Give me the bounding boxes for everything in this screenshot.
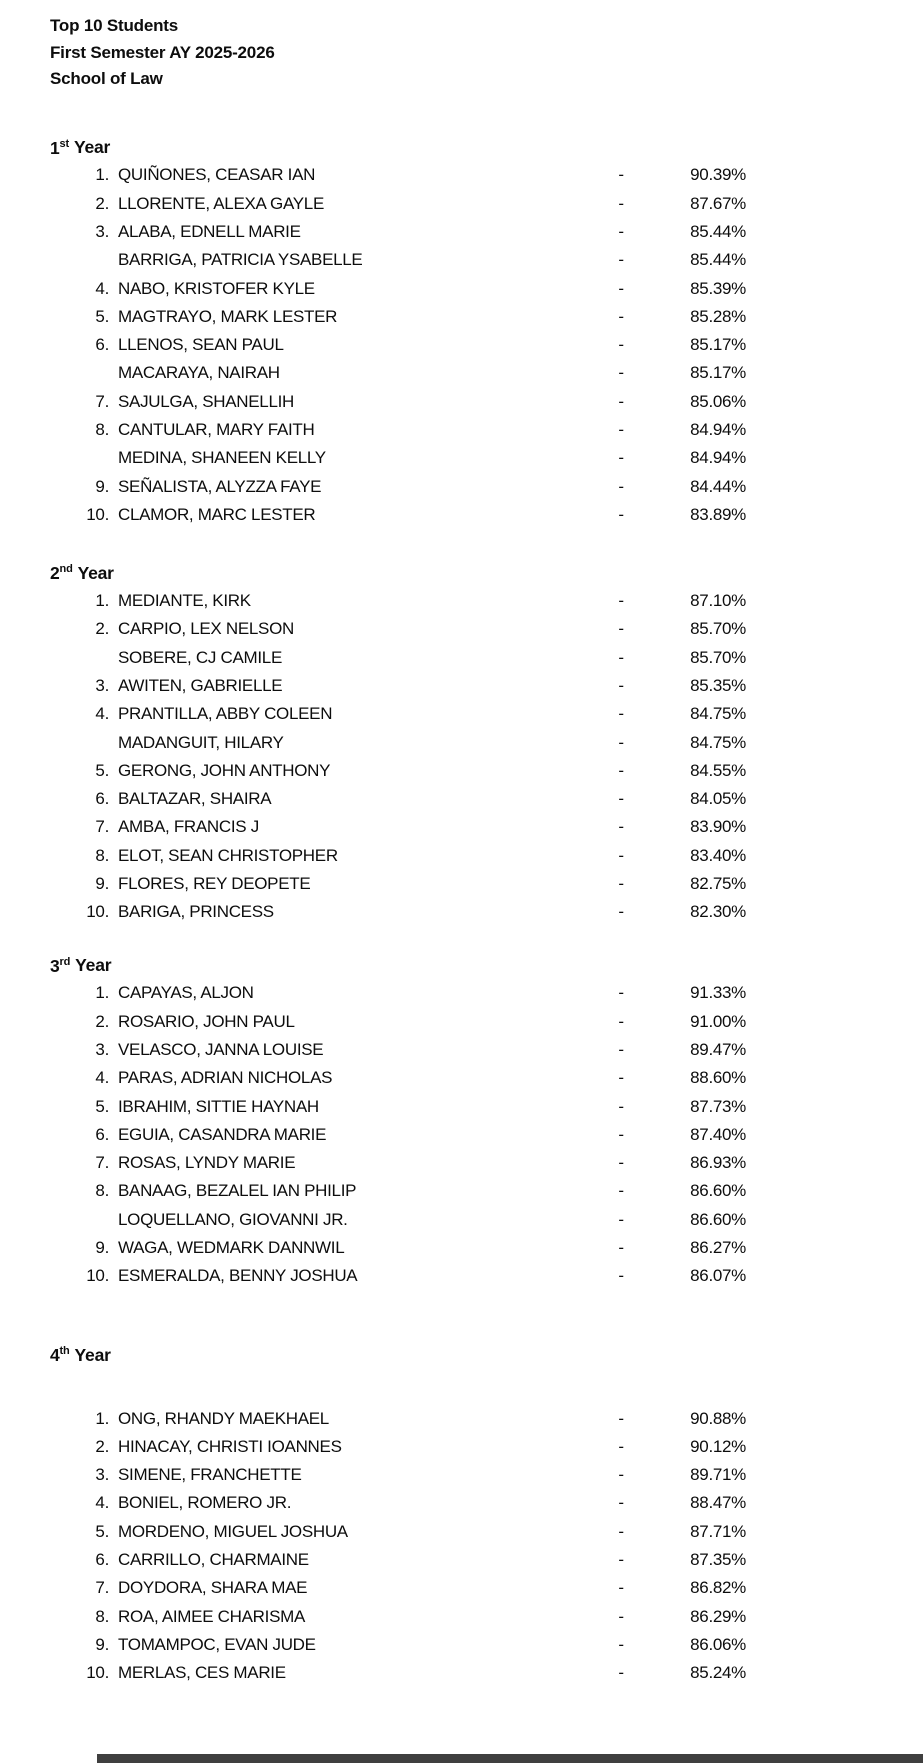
- document-header: [50, 13, 923, 93]
- rank-number: 5.: [95, 306, 109, 326]
- student-name: NABO, KRISTOFER KYLE: [118, 278, 315, 298]
- page-subtitle: First Semester AY 2025-2026: [50, 42, 275, 62]
- separator-dash: -: [618, 1521, 624, 1541]
- grade-value: 85.39%: [690, 278, 746, 298]
- grade-value: 87.10%: [690, 591, 746, 611]
- separator-dash: -: [618, 902, 624, 922]
- grade-value: 85.17%: [690, 335, 746, 355]
- separator-dash: -: [618, 1578, 624, 1598]
- separator-dash: -: [618, 448, 624, 468]
- student-name: MORDENO, MIGUEL JOSHUA: [118, 1521, 348, 1541]
- student-name: MEDIANTE, KIRK: [118, 591, 251, 611]
- student-row: [50, 275, 746, 303]
- year-number: 2: [50, 563, 60, 584]
- rank-number: 8.: [95, 420, 109, 439]
- separator-dash: -: [618, 1663, 624, 1683]
- separator-dash: -: [618, 983, 624, 1003]
- student-row: [50, 1631, 746, 1659]
- separator-dash: -: [618, 1040, 624, 1059]
- student-name: BARIGA, PRINCESS: [118, 902, 274, 922]
- student-row: [50, 1518, 746, 1546]
- rank-number: 3.: [95, 1465, 109, 1485]
- year-section: [50, 555, 923, 926]
- separator-dash: -: [618, 817, 624, 837]
- student-row: [50, 1093, 746, 1121]
- rank-number: 3.: [95, 675, 109, 695]
- rank-number: 4.: [95, 704, 109, 724]
- student-row: [50, 1036, 746, 1064]
- student-name: FLORES, REY DEOPETE: [118, 873, 311, 893]
- separator-dash: -: [618, 732, 624, 752]
- student-row: [50, 1121, 746, 1149]
- student-row: [50, 416, 746, 444]
- page-title: Top 10 Students: [50, 16, 178, 35]
- separator-dash: -: [618, 363, 624, 383]
- student-row: [50, 388, 746, 416]
- year-section: [50, 130, 923, 530]
- grade-value: 89.71%: [690, 1465, 746, 1485]
- separator-dash: -: [618, 704, 624, 724]
- student-name: LOQUELLANO, GIOVANNI JR.: [118, 1209, 348, 1229]
- student-name: AWITEN, GABRIELLE: [118, 675, 283, 695]
- separator-dash: -: [618, 250, 624, 270]
- rank-number: 9.: [95, 873, 109, 893]
- student-name: CLAMOR, MARC LESTER: [118, 504, 316, 524]
- student-name: SEÑALISTA, ALYZZA FAYE: [118, 476, 322, 496]
- grade-value: 84.75%: [690, 704, 746, 724]
- grade-value: 86.29%: [690, 1606, 746, 1626]
- grade-value: 90.88%: [690, 1408, 746, 1428]
- rank-number: 6.: [95, 1549, 109, 1569]
- student-name: GERONG, JOHN ANTHONY: [118, 760, 331, 780]
- grade-value: 82.75%: [690, 873, 746, 893]
- rank-number: 1.: [95, 165, 109, 185]
- student-row: [50, 303, 746, 331]
- rank-number: 8.: [95, 1606, 109, 1626]
- student-name: CANTULAR, MARY FAITH: [118, 420, 315, 439]
- grade-value: 84.05%: [690, 789, 746, 809]
- student-row: [50, 1177, 746, 1205]
- student-row: [50, 785, 746, 813]
- student-row: [50, 979, 746, 1007]
- grade-value: 86.06%: [690, 1634, 746, 1654]
- separator-dash: -: [618, 845, 624, 865]
- rank-number: 10.: [86, 1663, 109, 1683]
- year-word: Year: [73, 137, 111, 158]
- year-section-title: [50, 555, 923, 587]
- student-row: [50, 615, 746, 643]
- separator-dash: -: [618, 1634, 624, 1654]
- rank-number: 6.: [95, 789, 109, 809]
- student-row: [50, 473, 746, 501]
- year-section: [50, 1337, 923, 1688]
- student-name: TOMAMPOC, EVAN JUDE: [118, 1634, 316, 1654]
- grade-value: 84.94%: [690, 448, 746, 468]
- grade-value: 84.75%: [690, 732, 746, 752]
- separator-dash: -: [618, 193, 624, 213]
- student-row: [50, 1234, 746, 1262]
- rank-number: 10.: [86, 1266, 109, 1286]
- student-name: MEDINA, SHANEEN KELLY: [118, 448, 326, 468]
- student-row: [50, 1008, 746, 1036]
- student-name: MERLAS, CES MARIE: [118, 1663, 286, 1683]
- grade-value: 86.60%: [690, 1181, 746, 1201]
- bottom-dark-strip: [97, 1754, 923, 1763]
- grade-value: 85.44%: [690, 221, 746, 241]
- student-name: BONIEL, ROMERO JR.: [118, 1493, 292, 1513]
- student-name: SAJULGA, SHANELLIH: [118, 391, 294, 411]
- student-name: MAGTRAYO, MARK LESTER: [118, 306, 338, 326]
- grade-value: 85.35%: [690, 675, 746, 695]
- student-name: ELOT, SEAN CHRISTOPHER: [118, 845, 338, 865]
- rank-number: 7.: [95, 1153, 109, 1173]
- student-row: [50, 1574, 746, 1602]
- student-row: [50, 813, 746, 841]
- student-row: [50, 1064, 746, 1092]
- grade-value: 87.73%: [690, 1096, 746, 1116]
- rank-number: 7.: [95, 391, 109, 411]
- grade-value: 85.24%: [690, 1663, 746, 1683]
- grade-value: 88.47%: [690, 1493, 746, 1513]
- rank-number: 9.: [95, 476, 109, 496]
- student-name: ESMERALDA, BENNY JOSHUA: [118, 1266, 358, 1286]
- student-name: QUIÑONES, CEASAR IAN: [118, 165, 316, 185]
- separator-dash: -: [618, 1549, 624, 1569]
- student-name: WAGA, WEDMARK DANNWIL: [118, 1238, 345, 1258]
- separator-dash: -: [618, 619, 624, 639]
- rank-number: 10.: [86, 902, 109, 922]
- separator-dash: -: [618, 1011, 624, 1031]
- separator-dash: -: [618, 789, 624, 809]
- separator-dash: -: [618, 1266, 624, 1286]
- separator-dash: -: [618, 1465, 624, 1485]
- student-name: ALABA, EDNELL MARIE: [118, 221, 301, 241]
- grade-value: 90.39%: [690, 165, 746, 185]
- student-name: PARAS, ADRIAN NICHOLAS: [118, 1068, 333, 1088]
- separator-dash: -: [618, 1181, 624, 1201]
- separator-dash: -: [618, 1209, 624, 1229]
- year-number: 4: [50, 1344, 60, 1365]
- year-word: Year: [74, 1344, 111, 1365]
- rank-number: 1.: [95, 1408, 109, 1428]
- student-row: [50, 1405, 746, 1433]
- rank-number: 3.: [95, 1040, 109, 1059]
- separator-dash: -: [618, 591, 624, 611]
- separator-dash: -: [618, 873, 624, 893]
- grade-value: 87.71%: [690, 1521, 746, 1541]
- student-row: [50, 444, 746, 472]
- grade-value: 86.93%: [690, 1153, 746, 1173]
- separator-dash: -: [618, 1408, 624, 1428]
- student-name: PRANTILLA, ABBY COLEEN: [118, 704, 333, 724]
- grade-value: 85.17%: [690, 363, 746, 383]
- rank-number: 3.: [95, 221, 109, 241]
- rank-number: 4.: [95, 278, 109, 298]
- rank-number: 2.: [95, 193, 109, 213]
- year-word: Year: [77, 563, 114, 584]
- student-row: [50, 757, 746, 785]
- student-row: [50, 842, 746, 870]
- grade-value: 86.07%: [690, 1266, 746, 1286]
- student-row: [50, 644, 746, 672]
- rank-number: 6.: [95, 1124, 109, 1144]
- student-name: BARRIGA, PATRICIA YSABELLE: [118, 250, 363, 270]
- grade-value: 85.70%: [690, 647, 746, 667]
- student-name: ONG, RHANDY MAEKHAEL: [118, 1408, 329, 1428]
- student-row: [50, 1149, 746, 1177]
- grade-value: 85.44%: [690, 250, 746, 270]
- student-name: LLORENTE, ALEXA GAYLE: [118, 193, 324, 213]
- student-row: [50, 1489, 746, 1517]
- student-row: [50, 501, 746, 529]
- year-section-title: [50, 1337, 923, 1369]
- rank-number: 5.: [95, 1096, 109, 1116]
- grade-value: 85.06%: [690, 391, 746, 411]
- grade-value: 91.00%: [690, 1011, 746, 1031]
- grade-value: 86.60%: [690, 1209, 746, 1229]
- separator-dash: -: [618, 335, 624, 355]
- separator-dash: -: [618, 1068, 624, 1088]
- grade-value: 83.90%: [690, 817, 746, 837]
- year-ordinal-suffix: rd: [59, 955, 71, 968]
- student-row: [50, 729, 746, 757]
- student-name: ROSAS, LYNDY MARIE: [118, 1153, 296, 1173]
- grade-value: 87.40%: [690, 1124, 746, 1144]
- student-row: [50, 218, 746, 246]
- student-name: VELASCO, JANNA LOUISE: [118, 1040, 324, 1059]
- grade-value: 83.89%: [690, 504, 746, 524]
- rank-number: 9.: [95, 1634, 109, 1654]
- student-row: [50, 1546, 746, 1574]
- student-name: HINACAY, CHRISTI IOANNES: [118, 1436, 342, 1456]
- student-list: [50, 161, 923, 529]
- separator-dash: -: [618, 165, 624, 185]
- student-name: EGUIA, CASANDRA MARIE: [118, 1124, 327, 1144]
- rank-number: 7.: [95, 817, 109, 837]
- student-name: CARRILLO, CHARMAINE: [118, 1549, 309, 1569]
- rank-number: 2.: [95, 1436, 109, 1456]
- year-section-title: [50, 130, 923, 162]
- grade-value: 84.55%: [690, 760, 746, 780]
- rank-number: 4.: [95, 1068, 109, 1088]
- student-name: MACARAYA, NAIRAH: [118, 363, 280, 383]
- student-row: [50, 587, 746, 615]
- student-row: [50, 359, 746, 387]
- separator-dash: -: [618, 1493, 624, 1513]
- student-list: [50, 979, 923, 1290]
- year-ordinal-suffix: th: [59, 1344, 70, 1357]
- separator-dash: -: [618, 420, 624, 439]
- year-sections-container: [50, 130, 923, 1688]
- separator-dash: -: [618, 647, 624, 667]
- student-row: [50, 672, 746, 700]
- separator-dash: -: [618, 1096, 624, 1116]
- separator-dash: -: [618, 306, 624, 326]
- student-name: IBRAHIM, SITTIE HAYNAH: [118, 1096, 319, 1116]
- student-name: DOYDORA, SHARA MAE: [118, 1578, 308, 1598]
- student-row: [50, 1262, 746, 1290]
- rank-number: 1.: [95, 983, 109, 1003]
- year-section-title: [50, 948, 923, 980]
- grade-value: 85.70%: [690, 619, 746, 639]
- rank-number: 8.: [95, 1181, 109, 1201]
- year-number: 1: [50, 137, 60, 158]
- student-name: BANAAG, BEZALEL IAN PHILIP: [118, 1181, 357, 1201]
- year-ordinal-suffix: nd: [59, 563, 73, 576]
- year-word: Year: [75, 955, 112, 976]
- student-name: ROSARIO, JOHN PAUL: [118, 1011, 295, 1031]
- grade-value: 88.60%: [690, 1068, 746, 1088]
- separator-dash: -: [618, 1124, 624, 1144]
- rank-number: 2.: [95, 619, 109, 639]
- student-row: [50, 898, 746, 926]
- grade-value: 84.44%: [690, 476, 746, 496]
- rank-number: 10.: [86, 504, 109, 524]
- rank-number: 2.: [95, 1011, 109, 1031]
- grade-value: 89.47%: [690, 1040, 746, 1059]
- student-name: SOBERE, CJ CAMILE: [118, 647, 282, 667]
- separator-dash: -: [618, 221, 624, 241]
- separator-dash: -: [618, 391, 624, 411]
- student-name: CAPAYAS, ALJON: [118, 983, 254, 1003]
- rank-number: 7.: [95, 1578, 109, 1598]
- student-name: MADANGUIT, HILARY: [118, 732, 284, 752]
- student-name: LLENOS, SEAN PAUL: [118, 335, 284, 355]
- student-row: [50, 190, 746, 218]
- school-name: School of Law: [50, 69, 163, 88]
- student-name: BALTAZAR, SHAIRA: [118, 789, 272, 809]
- student-row: [50, 870, 746, 898]
- grade-value: 91.33%: [690, 983, 746, 1003]
- student-row: [50, 161, 746, 189]
- rank-number: 8.: [95, 845, 109, 865]
- grade-value: 82.30%: [690, 902, 746, 922]
- grade-value: 83.40%: [690, 845, 746, 865]
- separator-dash: -: [618, 675, 624, 695]
- rank-number: 5.: [95, 1521, 109, 1541]
- separator-dash: -: [618, 476, 624, 496]
- student-row: [50, 246, 746, 274]
- rank-number: 9.: [95, 1238, 109, 1258]
- student-name: SIMENE, FRANCHETTE: [118, 1465, 302, 1485]
- separator-dash: -: [618, 1606, 624, 1626]
- student-name: CARPIO, LEX NELSON: [118, 619, 294, 639]
- grade-value: 90.12%: [690, 1436, 746, 1456]
- grade-value: 87.67%: [690, 193, 746, 213]
- separator-dash: -: [618, 1153, 624, 1173]
- year-section: [50, 948, 923, 1291]
- student-row: [50, 331, 746, 359]
- student-list: [50, 1405, 923, 1688]
- grade-value: 86.27%: [690, 1238, 746, 1258]
- student-row: [50, 1433, 746, 1461]
- student-row: [50, 1461, 746, 1489]
- grade-value: 86.82%: [690, 1578, 746, 1598]
- year-ordinal-suffix: st: [59, 137, 69, 150]
- separator-dash: -: [618, 1436, 624, 1456]
- separator-dash: -: [618, 504, 624, 524]
- grade-value: 85.28%: [690, 306, 746, 326]
- student-row: [50, 1659, 746, 1687]
- grade-value: 87.35%: [690, 1549, 746, 1569]
- grade-value: 84.94%: [690, 420, 746, 439]
- rank-number: 1.: [95, 591, 109, 611]
- year-number: 3: [50, 955, 60, 976]
- separator-dash: -: [618, 760, 624, 780]
- separator-dash: -: [618, 1238, 624, 1258]
- rank-number: 4.: [95, 1493, 109, 1513]
- rank-number: 5.: [95, 760, 109, 780]
- student-row: [50, 1206, 746, 1234]
- separator-dash: -: [618, 278, 624, 298]
- student-row: [50, 700, 746, 728]
- student-name: AMBA, FRANCIS J: [118, 817, 259, 837]
- rank-number: 6.: [95, 335, 109, 355]
- student-row: [50, 1603, 746, 1631]
- student-list: [50, 587, 923, 927]
- student-name: ROA, AIMEE CHARISMA: [118, 1606, 306, 1626]
